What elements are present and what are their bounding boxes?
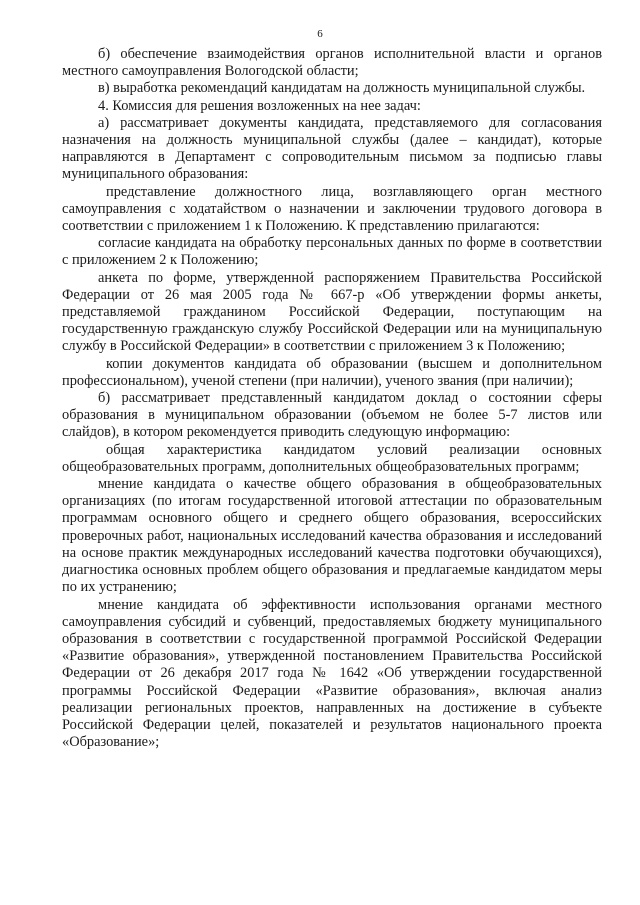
paragraph-2: в) выработка рекомендаций кандидатам на должность муниципальной службы. bbox=[98, 80, 586, 97]
paragraph-6: согласие кандидата на обработку персональных данных по форме в соответствии с приложением 2 к Положению; bbox=[62, 235, 602, 269]
paragraph-10: общая характеристика кандидатом условий реализации основных общеобразовательных программ, дополнительных общеобразовательных программ; bbox=[62, 441, 602, 475]
paragraph-1: б) обеспечение взаимодействия органов исполнительной власти и органов местного самоуправления Вологодской области; bbox=[62, 46, 602, 80]
paragraph-3: 4. Комиссия для решения возложенных на нее задач: bbox=[98, 97, 421, 114]
paragraph-12: мнение кандидата об эффективности использования органами местного самоуправления субсидий и субвенций, предоставляемых бюджету муниципального образования в соответствии с государственной программой Российской Федерации «Развитие образования», утвержденной постановлением Правительства Российской Федерации от 26 декабря 2017 года № 1642 «Об утверждении государственной программы Российской Федерации «Развитие образования», включая анализ реализации региональных проектов, направленных на достижение в субъекте Российской Федерации целей, показателей и результатов национального проекта «Образование»; bbox=[62, 596, 602, 751]
paragraph-7: анкета по форме, утвержденной распоряжением Правительства Российской Федерации от 26 мая 2005 года № 667-р «Об утверждении формы анкеты, представляемой гражданином Российской Федерации, поступающим на государственную гражданскую службу Российской Федерации или на муниципальную службу в Российской Федерации» в соответствии с приложением 3 к Положению; bbox=[62, 269, 602, 355]
document-body bbox=[62, 46, 602, 751]
paragraph-9: б) рассматривает представленный кандидатом доклад о состоянии сферы образования в муниципальном образовании (объемом не более 5-7 листов или слайдов), в котором рекомендуется приводить следующую информацию: bbox=[62, 390, 602, 441]
paragraph-11: мнение кандидата о качестве общего образования в общеобразовательных организациях (по итогам государственной итоговой аттестации по образовательным программам основного общего и среднего общего образования, всероссийских проверочных работ, национальных исследований качества образования и исследований на основе практик международных исследований качества подготовки обучающихся), диагностика основных проблем общего образования и предлагаемые кандидатом меры по их устранению; bbox=[62, 476, 602, 596]
paragraph-5: представление должностного лица, возглавляющего орган местного самоуправления с ходатайством о назначении и заключении трудового договора в соответствии с приложением 1 к Положению. К представлению прилагаются: bbox=[62, 183, 602, 235]
page-number: 6 bbox=[317, 28, 323, 40]
paragraph-8: копии документов кандидата об образовании (высшем и дополнительном профессиональном), ученой степени (при наличии), ученого звания (при наличии); bbox=[62, 355, 602, 389]
paragraph-4: а) рассматривает документы кандидата, представляемого для согласования назначения на должность муниципальной службы (далее – кандидат), которые направляются в Департамент с сопроводительным письмом за подписью главы муниципального образования: bbox=[62, 114, 602, 183]
